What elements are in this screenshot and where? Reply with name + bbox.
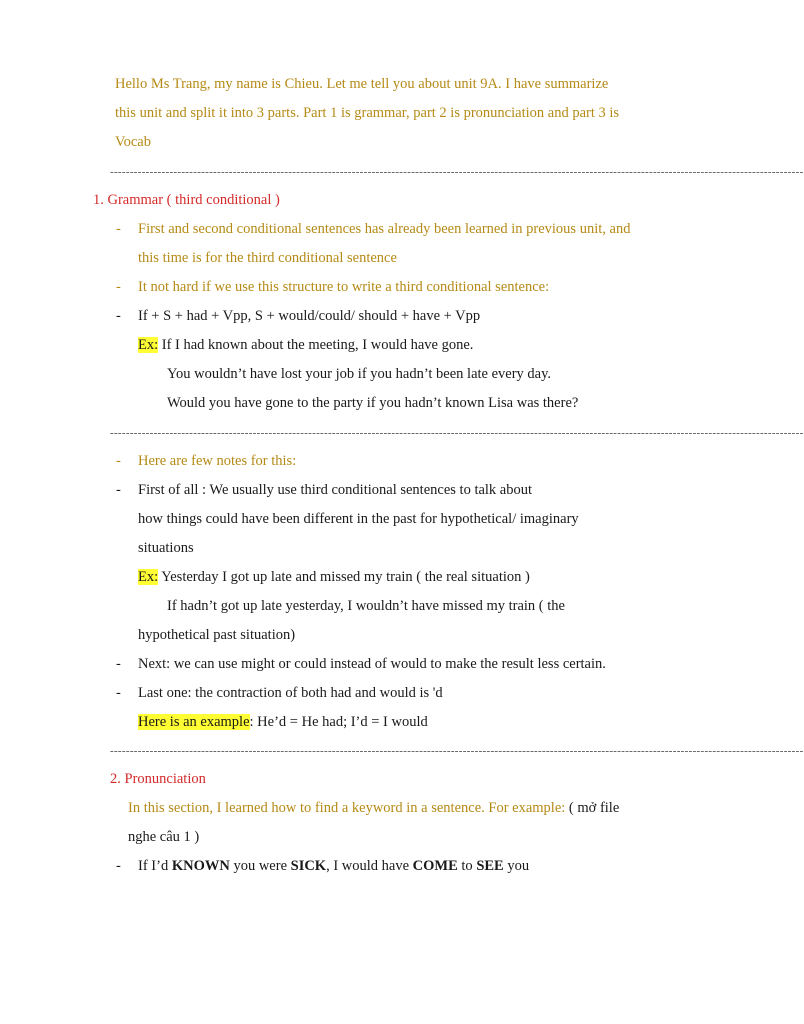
pronunciation-intro-line-1 — [128, 798, 619, 818]
pronunciation-audio-note: ( mở file — [568, 800, 620, 816]
notes-bullet-1-line-1: First of all : We usually use third conditional sentences to talk about — [138, 482, 533, 498]
pronunciation-example-sentence — [138, 856, 529, 876]
notes-bullet-3: Last one: the contraction of both had and would is 'd — [138, 685, 443, 701]
example-text: If I had known about the meeting, I would have gone. — [158, 337, 474, 353]
notes-example-2-line-2: hypothetical past situation) — [138, 627, 296, 643]
separator-1: ------------------------------------------------------------------------------------------------------------------------------------------------------------------------------- — [110, 166, 804, 178]
keyword: SEE — [476, 858, 504, 874]
sentence-part: to — [457, 858, 477, 874]
example-label: Ex: — [138, 337, 159, 353]
notes-contraction-example — [138, 712, 428, 732]
sentence-part: you — [503, 858, 530, 874]
bullet-dash: - — [116, 685, 121, 701]
example-text: Yesterday I got up late and missed my train ( the real situation ) — [158, 569, 530, 585]
notes-example-2-line-1: If hadn’t got up late yesterday, I wouldn’t have missed my train ( the — [167, 598, 565, 614]
grammar-example-2: You wouldn’t have lost your job if you hadn’t been late every day. — [167, 366, 552, 382]
bullet-dash: - — [116, 656, 121, 672]
sentence-part: , I would have — [326, 858, 413, 874]
notes-bullet-1-line-3: situations — [138, 540, 194, 556]
example-text: : He’d = He had; I’d = I would — [249, 714, 428, 730]
bullet-dash: - — [116, 453, 121, 469]
keyword: COME — [412, 858, 458, 874]
grammar-heading: 1. Grammar ( third conditional ) — [93, 192, 280, 208]
sentence-part: If I’d — [138, 858, 172, 874]
keyword: KNOWN — [171, 858, 230, 874]
bullet-dash: - — [116, 482, 121, 498]
bullet-dash: - — [116, 858, 121, 874]
pronunciation-intro-line-2: nghe câu 1 ) — [128, 829, 200, 845]
notes-heading: Here are few notes for this: — [138, 453, 297, 469]
grammar-bullet-1-line-1: First and second conditional sentences has already been learned in previous unit, and — [138, 221, 631, 237]
example-label: Here is an example — [138, 714, 250, 730]
keyword: SICK — [290, 858, 327, 874]
bullet-dash: - — [116, 221, 121, 237]
pronunciation-heading: 2. Pronunciation — [110, 771, 206, 787]
grammar-bullet-1-line-2: this time is for the third conditional sentence — [138, 250, 397, 266]
separator-2: ------------------------------------------------------------------------------------------------------------------------------------------------------------------------------- — [110, 427, 804, 439]
notes-bullet-1-line-2: how things could have been different in the past for hypothetical/ imaginary — [138, 511, 579, 527]
intro-line-1: Hello Ms Trang, my name is Chieu. Let me tell you about unit 9A. I have summarize — [115, 76, 609, 92]
grammar-example-1 — [138, 335, 473, 355]
example-label: Ex: — [138, 569, 159, 585]
sentence-part: you were — [229, 858, 291, 874]
notes-bullet-2: Next: we can use might or could instead of would to make the result less certain. — [138, 656, 606, 672]
grammar-structure-formula: If + S + had + Vpp, S + would/could/ should + have + Vpp — [138, 308, 481, 324]
bullet-dash: - — [116, 308, 121, 324]
pronunciation-intro-text: In this section, I learned how to find a keyword in a sentence. For example: — [128, 800, 569, 816]
grammar-bullet-2: It not hard if we use this structure to write a third conditional sentence: — [138, 279, 550, 295]
bullet-dash: - — [116, 279, 121, 295]
separator-3: ------------------------------------------------------------------------------------------------------------------------------------------------------------------------------- — [110, 745, 804, 757]
notes-example-1 — [138, 567, 530, 587]
intro-line-3: Vocab — [115, 134, 151, 150]
intro-line-2: this unit and split it into 3 parts. Part 1 is grammar, part 2 is pronunciation and part 3 is — [115, 105, 620, 121]
grammar-example-3: Would you have gone to the party if you hadn’t known Lisa was there? — [167, 395, 579, 411]
